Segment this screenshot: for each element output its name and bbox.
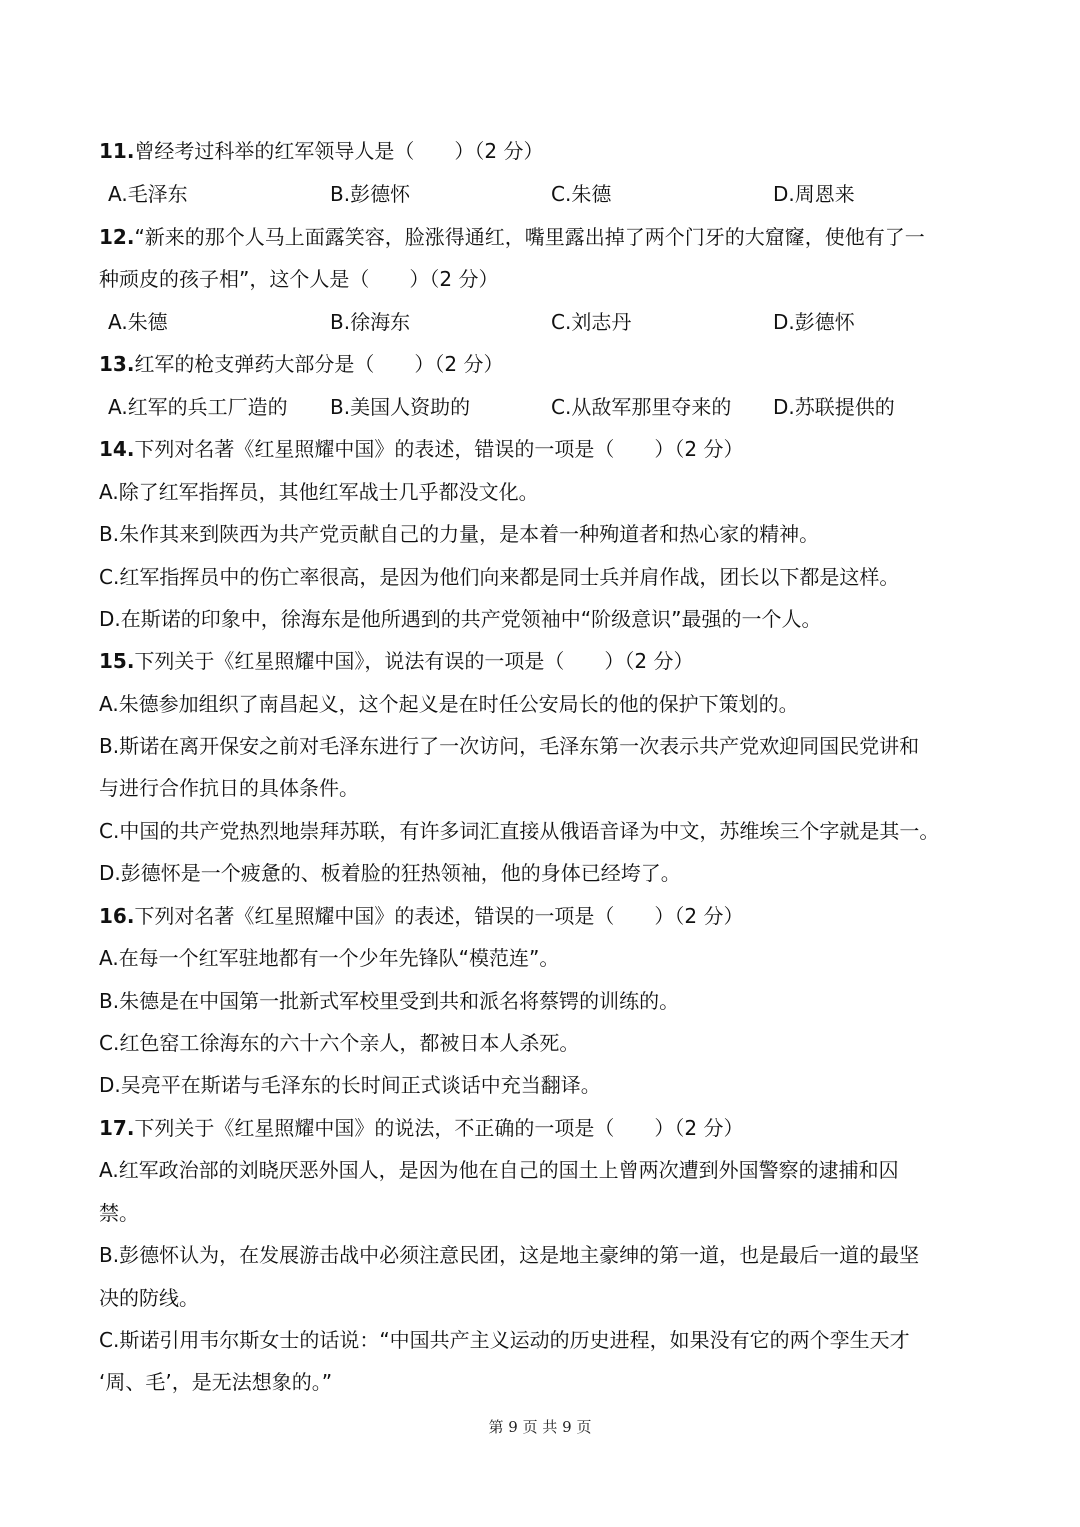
question-text-line1: “新来的那个人马上面露笑容，脸涨得通红，嘴里露出掉了两个门牙的大窟窿，使他有了一 xyxy=(134,225,925,249)
option-b-cont: 决的防线。 xyxy=(99,1286,199,1310)
option-d: D.吴亮平在斯诺与毛泽东的长时间正式谈话中充当翻译。 xyxy=(99,1073,601,1097)
option-a: A.红军政治部的刘晓厌恶外国人，是因为他在自己的国土上曾两次遭到外国警察的逮捕和囚 xyxy=(99,1158,899,1182)
question-number: 17. xyxy=(99,1116,135,1140)
question-text: 下列关于《红星照耀中国》，说法有误的一项是（ ）（2 分） xyxy=(134,649,694,673)
option-c: C.从敌军那里夺来的 xyxy=(551,395,732,419)
question-number: 11. xyxy=(99,139,135,163)
option-c: C.斯诺引用韦尔斯女士的话说：“中国共产主义运动的历史进程，如果没有它的两个孪生天才 xyxy=(99,1328,910,1352)
option-c: C.红色窑工徐海东的六十六个亲人，都被日本人杀死。 xyxy=(99,1031,580,1055)
page-number-footer: 第 9 页 共 9 页 xyxy=(488,1418,592,1436)
option-a: A.朱德参加组织了南昌起义，这个起义是在时任公安局长的他的保护下策划的。 xyxy=(99,692,799,716)
option-b-cont: 与进行合作抗日的具体条件。 xyxy=(99,776,359,800)
question-13 xyxy=(99,349,504,379)
option-b: B.彭德怀认为，在发展游击战中必须注意民团，这是地主豪绅的第一道，也是最后一道的最坚 xyxy=(99,1243,920,1267)
question-17 xyxy=(99,1113,744,1143)
option-c: C.朱德 xyxy=(551,182,612,206)
option-b: B.朱作其来到陕西为共产党贡献自己的力量，是本着一种殉道者和热心家的精神。 xyxy=(99,522,820,546)
question-16 xyxy=(99,901,744,931)
option-a: A.在每一个红军驻地都有一个少年先锋队“模范连”。 xyxy=(99,946,560,970)
option-b: B.彭德怀 xyxy=(330,182,411,206)
question-14 xyxy=(99,434,744,464)
option-b: B.美国人资助的 xyxy=(330,395,471,419)
option-b: B.斯诺在离开保安之前对毛泽东进行了一次访问，毛泽东第一次表示共产党欢迎同国民党讲和 xyxy=(99,734,920,758)
question-number: 16. xyxy=(99,904,135,928)
option-c-cont: ‘周、毛’，是无法想象的。” xyxy=(99,1370,333,1394)
option-d: D.彭德怀是一个疲惫的、板着脸的狂热领袖，他的身体已经垮了。 xyxy=(99,861,681,885)
question-number: 13. xyxy=(99,352,135,376)
question-number: 15. xyxy=(99,649,135,673)
option-b: B.徐海东 xyxy=(330,310,411,334)
option-a: A.除了红军指挥员，其他红军战士几乎都没文化。 xyxy=(99,480,539,504)
option-a-cont: 禁。 xyxy=(99,1201,139,1225)
option-d: D.苏联提供的 xyxy=(773,395,895,419)
question-12-line2: 种顽皮的孩子相”，这个人是（ ）（2 分） xyxy=(99,267,499,291)
option-c: C.刘志丹 xyxy=(551,310,632,334)
question-11 xyxy=(99,136,544,166)
question-text: 下列对名著《红星照耀中国》的表述，错误的一项是（ ）（2 分） xyxy=(134,437,744,461)
question-text: 下列关于《红星照耀中国》的说法，不正确的一项是（ ）（2 分） xyxy=(134,1116,744,1140)
question-text: 曾经考过科举的红军领导人是（ ）（2 分） xyxy=(134,139,544,163)
option-c: C.红军指挥员中的伤亡率很高，是因为他们向来都是同士兵并肩作战，团长以下都是这样。 xyxy=(99,565,900,589)
question-number: 14. xyxy=(99,437,135,461)
option-a: A.毛泽东 xyxy=(108,182,188,206)
option-b: B.朱德是在中国第一批新式军校里受到共和派名将蔡锷的训练的。 xyxy=(99,989,680,1013)
question-number: 12. xyxy=(99,225,135,249)
question-12 xyxy=(99,222,925,252)
option-d: D.彭德怀 xyxy=(773,310,855,334)
option-c: C.中国的共产党热烈地崇拜苏联，有许多词汇直接从俄语音译为中文，苏维埃三个字就是其一。 xyxy=(99,819,940,843)
option-d: D.在斯诺的印象中，徐海东是他所遇到的共产党领袖中“阶级意识”最强的一个人。 xyxy=(99,607,822,631)
question-text: 红军的枪支弹药大部分是（ ）（2 分） xyxy=(134,352,504,376)
option-a: A.红军的兵工厂造的 xyxy=(108,395,288,419)
question-15 xyxy=(99,646,694,676)
question-text: 下列对名著《红星照耀中国》的表述，错误的一项是（ ）（2 分） xyxy=(134,904,744,928)
option-a: A.朱德 xyxy=(108,310,168,334)
option-d: D.周恩来 xyxy=(773,182,855,206)
